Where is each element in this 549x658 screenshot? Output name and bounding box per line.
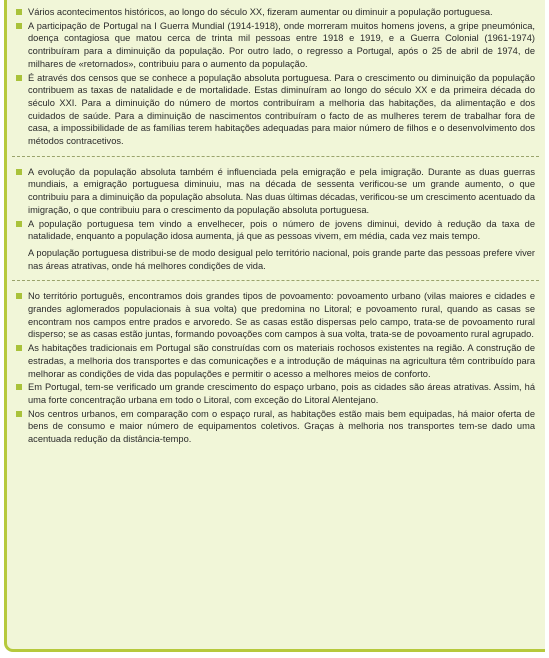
item-text: Vários acontecimentos históricos, ao longo do século XX, fizeram aumentar ou diminuir a população portuguesa. — [28, 7, 493, 17]
summary-panel — [4, 0, 545, 652]
square-bullet-icon — [16, 345, 22, 351]
list-item — [16, 166, 535, 217]
square-bullet-icon — [16, 9, 22, 15]
square-bullet-icon — [16, 23, 22, 29]
item-text: É através dos censos que se conhece a população absoluta portuguesa. Para o crescimento ou diminuição da população contribuem as taxas de natalidade e de mortalidade. Estas diminuíram ao longo do século XX e da primeira década do século XXI. Para a diminuição do número de mortos contribuíram a melhoria das habitações, da alimentação e dos cuidados de saúde. Para a diminuição de nascimentos contribuíram o facto de as mulheres terem de trabalhar fora de casa, a impossibilidade de as famílias terem habitações adequadas para maior número de filhos e o desenvolvimento dos métodos contracetivos. — [28, 72, 535, 147]
item-text: Nos centros urbanos, em comparação com o espaço rural, as habitações estão mais bem equipadas, há maior oferta de bens de consumo e maior número de equipamentos coletivos. Graças à melhoria nos transportes tem-se dado uma acentuada redução da distância-tempo. — [28, 408, 535, 445]
section-migration — [16, 166, 535, 273]
square-bullet-icon — [16, 169, 22, 175]
square-bullet-icon — [16, 221, 22, 227]
list-item — [16, 6, 535, 19]
square-bullet-icon — [16, 75, 22, 81]
list-item — [16, 72, 535, 148]
item-text: A evolução da população absoluta também é influenciada pela emigração e pela imigração. Durante as duas guerras mundiais, a emigração portuguesa diminuiu, mas na década de sessenta verificou-se um grande aumento, o que contribuiu para a diminuição da população absoluta. Nas duas últimas décadas, verificou-se um crescimento acentuado da imigração, o que contribuiu para o crescimento da população absoluta portuguesa. — [28, 166, 535, 215]
list-item — [16, 290, 535, 341]
list-item — [16, 381, 535, 406]
list-item — [16, 20, 535, 71]
list-item — [16, 408, 535, 446]
item-text: Em Portugal, tem-se verificado um grande crescimento do espaço urbano, pois as cidades são áreas atrativas. Assim, há uma forte concentração urbana em todo o Litoral, com exceção do Litoral Alentejano. — [28, 382, 535, 405]
list-item — [16, 218, 535, 243]
section-settlement — [16, 290, 535, 445]
item-text: A participação de Portugal na I Guerra Mundial (1914-1918), onde morreram muitos homens jovens, a gripe pneumónica, doença contagiosa que matou cerca de trinta mil pessoas entre 1918 e 1919, e a Guerra Colonial (1961-1974) contribuíram para a diminuição da população. Por outro lado, o regresso a Portugal, após o 25 de abril de 1974, de milhares de «retornados», contribuiu para o aumento da população. — [28, 20, 535, 69]
list-item — [16, 342, 535, 380]
square-bullet-icon — [16, 384, 22, 390]
item-text: No território português, encontramos dois grandes tipos de povoamento: povoamento urbano (vilas maiores e cidades e grandes aglomerados populacionais à sua volta) que predomina no Litoral; e povoamento rural, quando as casas se encontram nos campos entre prados e arvoredo. Se as casas estão dispersas pelo campo, trata-se de povoamento rural disperso; se as casas estão juntas, formando povoações com campos à sua volta, trata-se de povoamento rural agrupado. — [28, 291, 535, 340]
square-bullet-icon — [16, 411, 22, 417]
section-history — [16, 6, 535, 148]
section-divider — [12, 156, 539, 157]
section-divider — [12, 280, 539, 281]
square-bullet-icon — [16, 293, 22, 299]
item-text: A população portuguesa tem vindo a envelhecer, pois o número de jovens diminui, devido à redução da taxa de natalidade, enquanto a população idosa aumenta, já que as pessoas vivem, em média, cada vez mais tempo. — [28, 218, 535, 242]
distribution-paragraph: A população portuguesa distribui-se de modo desigual pelo território nacional, pois grande parte das pessoas prefere viver nas áreas atrativas, onde há melhores condições de vida. — [28, 247, 535, 271]
item-text: As habitações tradicionais em Portugal são construídas com os materiais rochosos existentes na região. A construção de estradas, a melhoria dos transportes e das comunicações e a introdução de máquinas na agricultura têm contribuído para melhorar as condições de vida das populações e permitir o acesso a melhores meios de conforto. — [28, 343, 535, 379]
